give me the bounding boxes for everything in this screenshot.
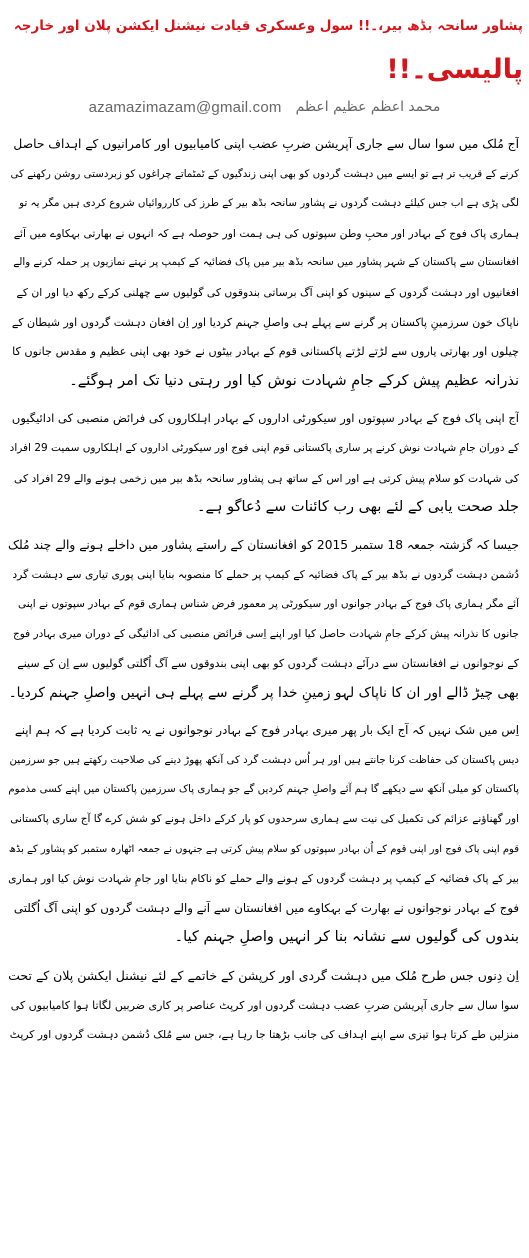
- paragraph-line: بھی چیڑ ڈالے اور ان کا ناپاک لہو زمینِ خدا پر گرنے سے پہلے ہی انہیں واصلِ جہنم کردیا۔: [8, 684, 519, 701]
- paragraph-line: چیلوں اور بھارتی یاروں سے لڑتے لڑتے پاکستانی قوم کے بہادر بیٹوں نے خود بھی اپنی عظیم و مقدس جانوں کا: [12, 345, 519, 359]
- paragraph-line: پاکستان کو میلی آنکھ سے دیکھے گا ہم آئے واصلِ جہنم کردیں گے جو ہماری پاک سرزمین پاکستان میں اپنے کسی مذموم: [8, 783, 519, 796]
- paragraph-line: جانوں کا نذرانہ پیش کرکے جامِ شہادت حاصل کیا اور اپنے اِسی فرائض منصبی کی ادائیگی کے دوران میری بہادر فوج: [12, 627, 519, 640]
- article-paragraph: [8, 531, 519, 709]
- paragraph-line: سوا سال سے جاری آپریشن ضربِ عضب دہشت گردوں اور کرپٹ عناصر پر کاری ضربیں لگاتا ہوا کامیابیوں کی: [10, 998, 519, 1012]
- author-name: محمد اعظم عظیم اعظم: [295, 99, 441, 115]
- paragraph-line: افغانیوں اور دہشت گردوں کے سینوں کو اپنی آگ برساتی بندوقوں کی گولیوں سے چھلنی کرکے رکھ دیا اور ان کے: [16, 285, 519, 299]
- paragraph-line: آج اپنی پاک فوج کے بہادر سپوتوں اور سیکورٹی اداروں کے بہادر اہلکاروں کی فرائض منصبی کی ادائیگیوں: [11, 411, 519, 426]
- paragraph-line: جلد صحت یابی کے لئے بھی رب کائنات سے دُعاگو ہے۔: [197, 499, 519, 516]
- paragraph-line: افغانستان سے پاکستان کے شہر پشاور میں سانحہ بڈھ بیر میں پاک فضائیہ کے کیمپ پر نہتے نمازیوں پر حملہ کرنے والے: [13, 256, 519, 269]
- paragraph-line: اور گھناؤنے عزائم کی تکمیل کی نیت سے ہماری سرحدوں کو پار کرکے داخل ہونے کو شش کرے گا آج ساری پاکستانی: [10, 813, 519, 826]
- author-email: azamazimazam@gmail.com: [88, 98, 282, 116]
- article-paragraph: [8, 404, 519, 522]
- paragraph-line: آئے مگر ہماری پاک فوج کے بہادر جوانوں اور سیکورٹی پر معمور فرض شناس ہماری قوم کے بہادر سپوتوں نے اپنی: [17, 597, 519, 610]
- article-paragraph: [8, 716, 519, 953]
- paragraph-line: کرنے کے قریب تر ہے تو ایسے میں دہشت گردوں کو بھی اپنی زندگیوں کے ٹمٹماتے چراغوں کو زبردستی روشن رکھنے کی: [10, 167, 519, 180]
- paragraph-line: دُشمن دہشت گردوں نے بڈھ بیر کے پاک فضائیہ کے کیمپ پر حملے کا منصوبہ بنایا اپنی پوری تیاری سے دہشت گرد: [12, 568, 519, 582]
- paragraph-line: کے دوران جامِ شہادت نوش کرنے پر ساری پاکستانی قوم اپنی فوج اور سیکورٹی اداروں کے اہلکاروں سمیت 29 افراد: [9, 441, 519, 454]
- paragraph-line: بندوں کی گولیوں سے نشانہ بنا کر انہیں واصلِ جہنم کیا۔: [174, 929, 519, 946]
- paragraph-line: ہماری پاک فوج کے بہادر اور محبِ وطن سپوتوں کی ہی ہمت اور حوصلہ ہے کہ انہوں نے بھارتی بہکاوے میں آئے: [13, 226, 519, 240]
- paragraph-line: جیسا کہ گزشتہ جمعہ 18 ستمبر 2015 کو افغانستان کے راستے پشاور میں داخلے ہونے والے چند مُلک: [8, 537, 519, 552]
- paragraph-line: اِن دِنوں جس طرح مُلک میں دہشت گردی اور کرپشن کے خاتمے کے لئے نیشنل ایکشن پلان کے تحت: [8, 968, 519, 984]
- article-title: [6, 4, 523, 92]
- paragraph-line: نذرانہ عظیم پیش کرکے جامِ شہادت نوش کیا اور رہتی دنیا تک امر ہوگئے۔: [69, 372, 519, 389]
- paragraph-line: فوج کے بہادر نوجوانوں نے بھارت کے بہکاوے میں افغانستان سے آنے والے دہشت گردوں کو اپنی آگ اُگلتی: [13, 900, 519, 915]
- article-paragraph: [8, 961, 519, 1050]
- paragraph-line: لگی پڑی ہے اب جس کیلئے دہشت گردوں نے پشاور سانحہ بڈھ بیر کے طرز کی کارروائیاں شروع کردی ہیں مگر یہ تو: [19, 197, 519, 210]
- paragraph-line: دیس پاکستان کی حفاظت کرنا جانتے ہیں اور ہر اُس دہشت گرد کی آنکھ پھوڑ دینے کی صلاحیت رکھتے ہیں جو سرزمین: [9, 753, 519, 766]
- paragraph-line: بیر کے پاک فضائیہ کے کیمپ پر دہشت گردوں کے ہونے والے حملے کو ناکام بنایا اور جامِ شہادت نوش کیا اور ہماری: [8, 872, 519, 886]
- article-title-line: پشاور سانحہ بڈھ بیر،۔!! سول وعسکری قیادت نیشنل ایکشن پلان اور خارجہ: [13, 18, 523, 34]
- article-title-line: پالیسی۔!!: [386, 54, 523, 85]
- byline: [0, 94, 529, 120]
- paragraph-line: منزلیں طے کرتا ہوا تیزی سے اپنے اہداف کی جانب بڑھتا جا رہا ہے، جس سے مُلک دُشمن دہشت گردوں اور کرپٹ: [9, 1028, 519, 1042]
- paragraph-line: آج مُلک میں سوا سال سے جاری آپریشن ضربِ عضب اپنی کامیابیوں اور کامرانیوں کے اہداف حاصل: [13, 137, 519, 151]
- paragraph-line: ناپاک خون سرزمینِ پاکستان پر گرنے سے پہلے ہی واصلِ جہنم کردیا اور اِن افغان دہشت گردوں اور شیطان کے: [11, 315, 519, 329]
- article-paragraph: [8, 130, 519, 396]
- paragraph-line: اِس میں شک نہیں کہ آج ایک بار پھر میری بہادر فوج کے بہادر نوجوانوں نے یہ ثابت کردیا ہے کہ ہم اپنے: [14, 723, 519, 738]
- paragraph-line: کے نوجوانوں نے افغانستان سے درآئے دہشت گردوں کو بھی اپنی بندوقوں سے آگ اُگلتی گولیوں سے اِن کے سینے: [17, 657, 519, 671]
- paragraph-line: کی شہادت کو سلام پیش کرتی ہے اور اس کے ساتھ ہی پشاور سانحہ بڈھ بیر میں زخمی ہونے والے 29 افراد کی: [13, 471, 519, 485]
- paragraph-line: قوم اپنی پاک فوج اور اپنی قوم کے اُن بہادر سپوتوں کو سلام پیش کرتی ہے جنہوں نے جمعہ اٹھارہ ستمبر کو پشاور کے بڈھ: [8, 843, 519, 855]
- article-body: [8, 130, 519, 1050]
